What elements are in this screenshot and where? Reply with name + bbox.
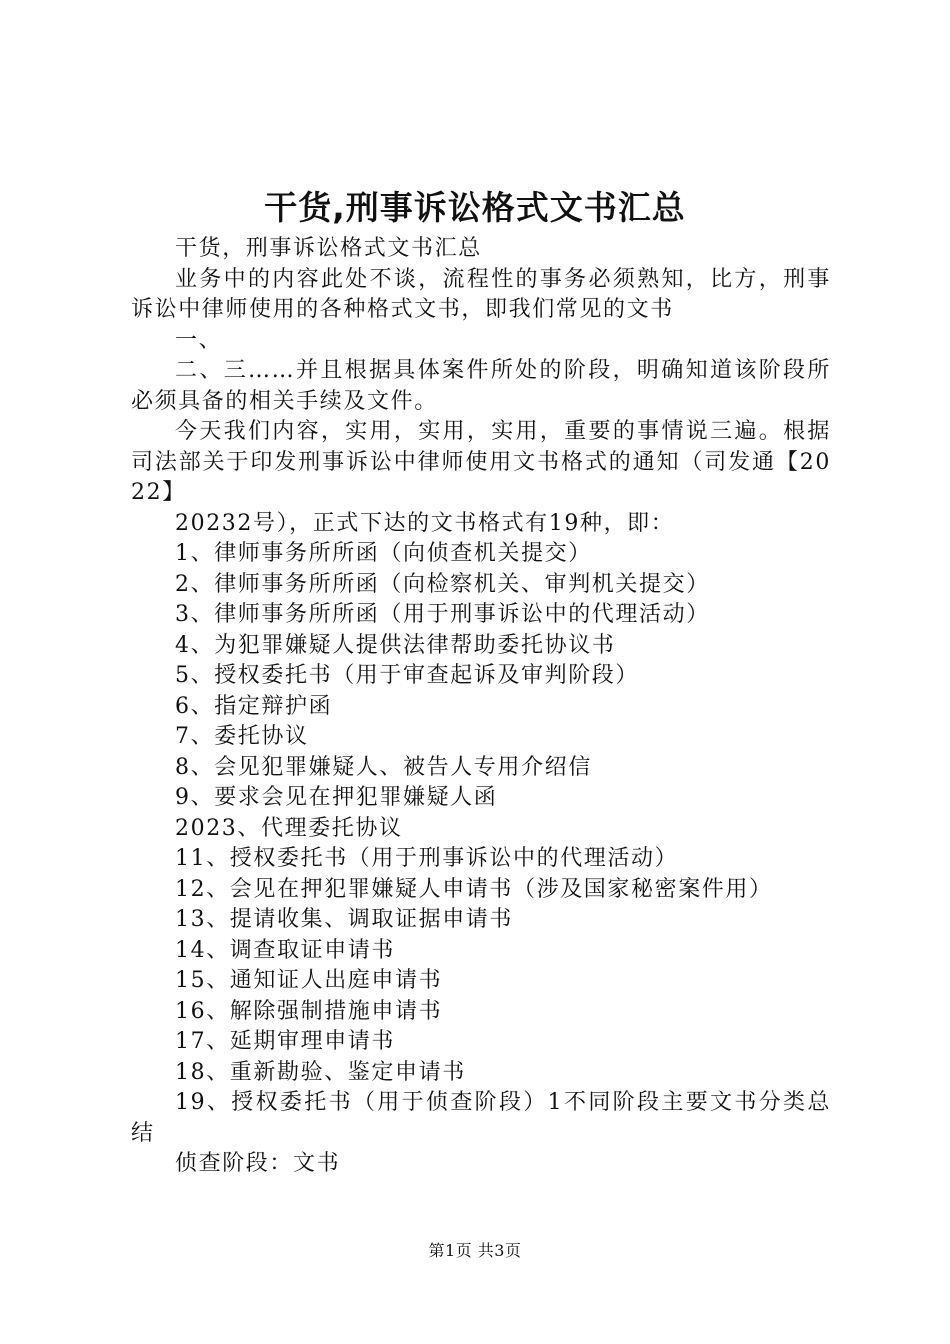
document-title: 干货,刑事诉讼格式文书汇总 [264,188,686,227]
paragraph-notice: 今天我们内容，实用，实用，实用，重要的事情说三遍。根据司法部关于印发刑事诉讼中律师使用文书格式的通知（司发通【2022】 [131,419,831,505]
list-item: 15、通知证人出庭申请书 [175,968,443,993]
paragraph-two-three: 二、三……并且根据具体案件所处的阶段，明确知道该阶段所必须具备的相关手续及文件。 [131,358,831,414]
list-item: 6、指定辩护函 [175,693,333,719]
list-item: 17、延期审理申请书 [175,1029,395,1054]
list-item: 3、律师事务所所函（用于刑事诉讼中的代理活动） [175,602,710,627]
list-item: 14、调查取证申请书 [175,937,395,963]
list-item: 7、委托协议 [175,724,309,749]
list-item: 2023、代理委托协议 [175,815,403,841]
list-item: 4、为犯罪嫌疑人提供法律帮助委托协议书 [175,632,616,658]
list-item: 5、授权委托书（用于审查起诉及审判阶段） [175,663,639,688]
list-item: 1、律师事务所所函（向侦查机关提交） [175,541,592,566]
format-list [131,539,831,1149]
list-item: 18、重新勘验、鉴定申请书 [175,1059,466,1085]
list-item: 11、授权委托书（用于刑事诉讼中的代理活动） [175,846,679,871]
list-item: 13、提请收集、调取证据申请书 [175,907,513,932]
paragraph-formats-count: 20232号），正式下达的文书格式有19种，即： [175,510,675,536]
paragraph-subtitle: 干货，刑事诉讼格式文书汇总 [175,236,482,261]
paragraph-one: 一、 [175,327,223,353]
document-body [131,234,831,1180]
list-item: 2、律师事务所所函（向检察机关、审判机关提交） [175,571,710,597]
list-item: 8、会见犯罪嫌疑人、被告人专用介绍信 [175,754,592,780]
list-item: 12、会见在押犯罪嫌疑人申请书（涉及国家秘密案件用） [175,876,773,902]
paragraph-closing: 侦查阶段：文书 [175,1151,341,1176]
list-item: 9、要求会见在押犯罪嫌疑人函 [175,785,498,810]
list-item: 19、授权委托书（用于侦查阶段）1不同阶段主要文书分类总结 [131,1090,831,1146]
page-footer: 第1页 共3页 [428,1241,522,1260]
paragraph-intro: 业务中的内容此处不谈，流程性的事务必须熟知，比方，刑事诉讼中律师使用的各种格式文书，即我们常见的文书 [131,266,831,322]
list-item: 16、解除强制措施申请书 [175,998,443,1024]
